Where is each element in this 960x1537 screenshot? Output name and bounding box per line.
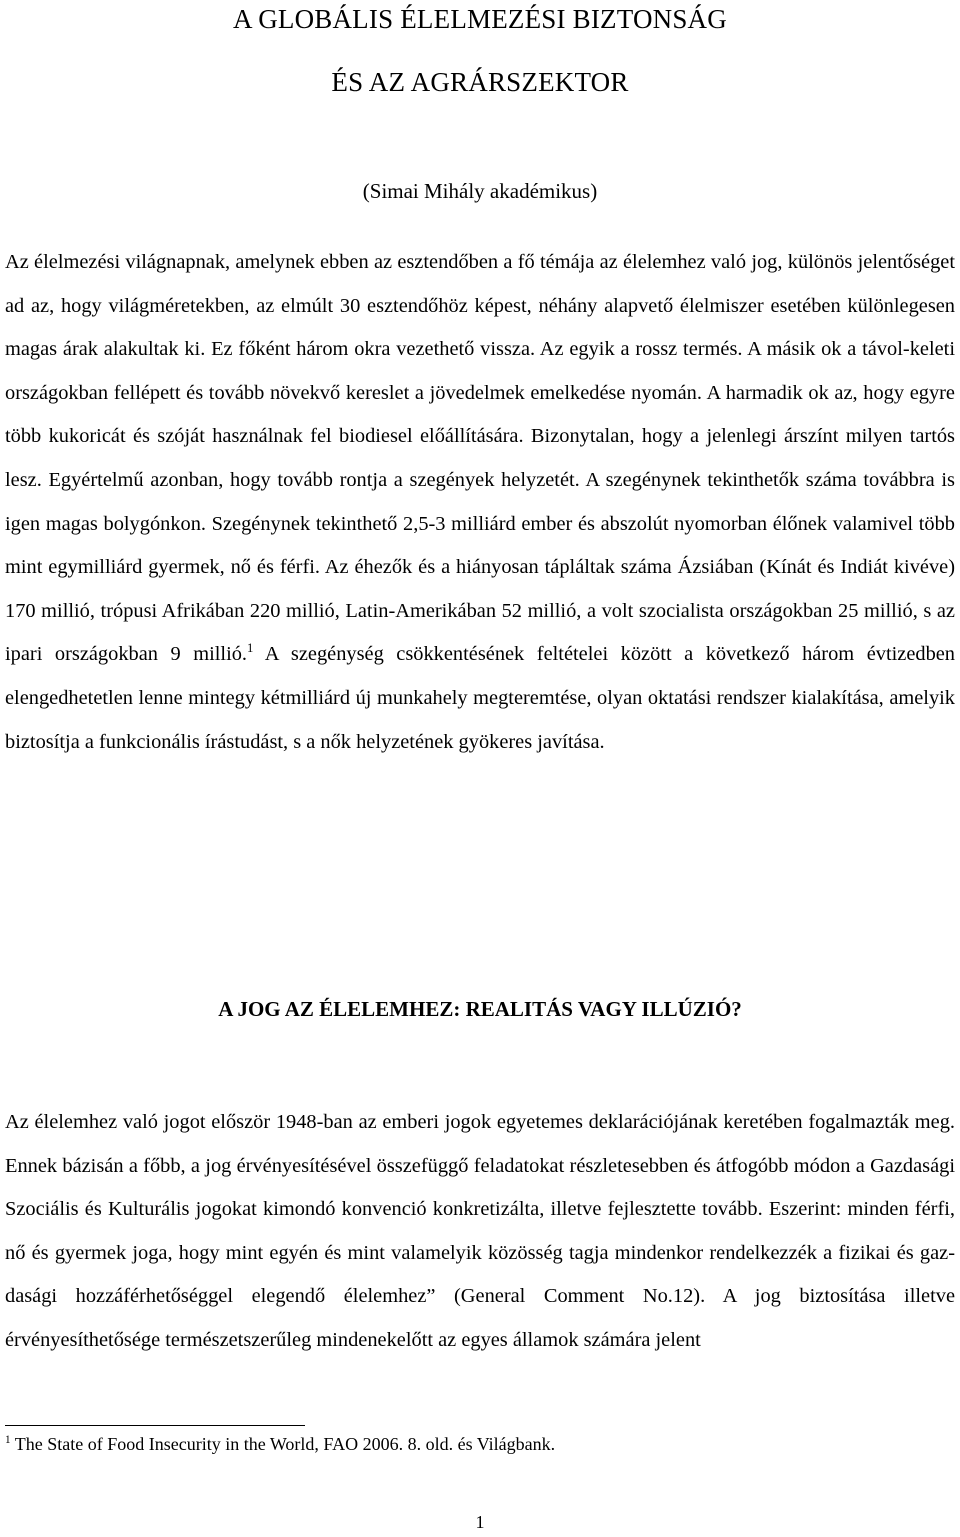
paragraph-right-to-food: Az élelemhez való jogot először 1948-ban az emberi jogok egyetemes deklarációjának keretében fogalmazták meg. Ennek bázisán a főbb, a jog érvényesítésével összefüggő feladatokat részletesebben és átfogóbb módon a Gazdasági Szociális és Kulturális jogokat kimondó konvenció konkretizálta, illetve fejlesztette tovább. Eszerint: minden férfi, nő és gyermek joga, hogy mint egyén és mint valamelyik közösség tagja mindenkor rendelkezzék a fizikai és gazdasági hozzáférhetőséggel elegendő élelemhez” (General Comment No.12). A jog biztosítása illetve érvényesíthetősége természetszerűleg mindenekelőtt az egyes államok számára jelent (5, 1111, 955, 1351)
title-line-1: A GLOBÁLIS ÉLELMEZÉSI BIZTONSÁG (233, 4, 727, 34)
paragraph-intro-text-1: Az élelmezési világnapnak, amelynek ebben az esztendőben a fő témája az élelemhez való jog, különös jelentőséget ad az, hogy világméretekben, az elmúlt 30 esztendőhöz képest, néhány alapvető élelmiszer esetében különlegesen magas árak alakultak ki. Ez főként három okra vezethető vissza. Az egyik a rossz termés. A másik ok a távol-keleti országokban fellépett és tovább növekvő kereslet a jövedelmek emelkedése nyomán. A harmadik ok az, hogy egyre több kukoricát és szóját használnak fel biodiesel előállítására. Bizonytalan, hogy a jelenlegi árszínt milyen tartós lesz. Egyértelmű azonban, hogy tovább rontja a szegények helyzetét. A szegénynek tekinthetők száma továbbra is igen magas bolygónkon. Szegénynek tekinthető 2,5-3 milliárd ember és abszolút nyomorban élőnek valamivel több mint egymilliárd gyermek, nő és férfi. Az éhezők és a hiányosan tápláltak száma Ázsiában (Kínát és Indiát kivéve) 170 millió, trópusi Afrikában 220 millió, Latin-Amerikában 52 millió, a volt szocialista országokban 25 millió, s az ipari országokban 9 millió. (5, 251, 955, 666)
paragraph-intro (5, 241, 955, 764)
footnote (5, 1434, 955, 1455)
author-line: (Simai Mihály akadémikus) (362, 179, 598, 203)
section-heading: A JOG AZ ÉLELEMHEZ: REALITÁS VAGY ILLÚZIÓ? (218, 997, 742, 1021)
title-line-2: ÉS AZ AGRÁRSZEKTOR (331, 67, 629, 97)
footnote-text: The State of Food Insecurity in the World, FAO 2006. 8. old. és Világbank. (10, 1434, 556, 1454)
footnote-divider (5, 1425, 305, 1426)
footnote-number: 1 (5, 1434, 11, 1446)
page-number: 1 (475, 1512, 485, 1532)
paragraph-intro-text-2: A szegénység csökkentésének feltételei között a következő három évtizedben elengedhetetlen lenne mintegy kétmilliárd új munkahely megteremtése, olyan oktatási rendszer kialakítása, amelyik biztosítja a funkcionális írástudást, s a nők helyzetének gyökeres javítása. (5, 643, 956, 753)
footnote-reference: 1 (247, 641, 254, 656)
